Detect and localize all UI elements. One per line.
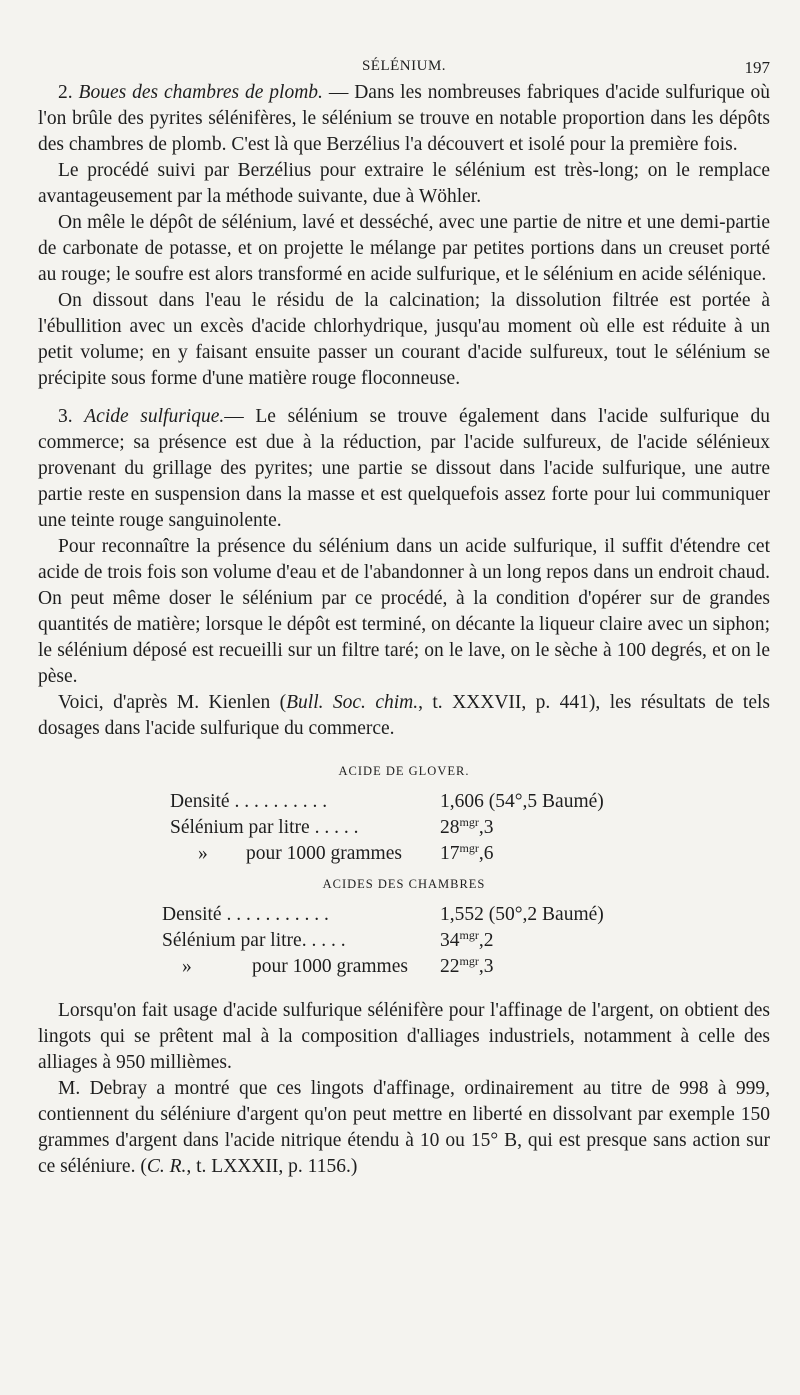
table-glover (38, 789, 770, 867)
closing-paragraph-2 (38, 1076, 770, 1180)
row-value: 1,552 (50°,2 Baumé) (440, 904, 604, 925)
citation-cr-tail: , t. LXXXII, p. 1156.) (186, 1156, 358, 1177)
table-chambres-heading: ACIDES DES CHAMBRES (322, 877, 486, 891)
section-2-paragraph-2: Le procédé suivi par Berzélius pour extraire le sélénium est très-long; on le remplace avantageusement par la méthode suivante, due à Wöhler. (38, 160, 770, 207)
ditto-mark: » (198, 843, 208, 864)
page-body (38, 80, 770, 1180)
section-3-title: Acide sulfurique. (84, 406, 225, 427)
citation-journal: Bull. Soc. chim. (286, 692, 419, 713)
closing-paragraph-1: Lorsqu'on fait usage d'acide sulfurique sélénifère pour l'affinage de l'argent, on obtient des lingots qui se prêtent mal à la composition d'alliages industriels, notamment à celle des alliages à 950 millièmes. (38, 1000, 770, 1073)
row-value: $22^{mgr},3$ (440, 954, 494, 977)
row-label: Sélénium par litre. . . . . (162, 930, 346, 951)
section-3-text-1: — Le sélénium se trouve également dans l'acide sulfurique du commerce; sa présence est due à la réduction, par l'acide sulfureux, de l'acide sélénieux provenant du grillage des pyrites; une partie se dissout dans l'acide sulfurique, une autre partie reste en suspension dans la masse et est quelquefois assez forte pour lui communiquer une teinte rouge sanguinolente. (38, 406, 771, 531)
running-title: SÉLÉNIUM. (361, 58, 447, 74)
row-label: pour 1000 grammes (246, 843, 402, 864)
table-row (38, 928, 770, 954)
section-3-paragraph-1 (38, 404, 770, 534)
row-value: $17^{mgr},6$ (440, 841, 494, 864)
section-3-paragraph-3 (38, 690, 770, 742)
row-value: $28^{mgr},3$ (440, 815, 494, 838)
citation-cr: C. R. (146, 1156, 187, 1177)
table-row (38, 815, 770, 841)
row-label: Densité . . . . . . . . . . (170, 791, 328, 812)
citation-lead: Voici, d'après M. Kienlen ( (58, 692, 287, 713)
section-2-number: 2. (58, 82, 73, 103)
section-2-text-1: — Dans les nombreuses fabriques d'acide sulfurique où l'on brûle des pyrites sélénifères, le sélénium se trouve en notable proportion dans les dépôts des chambres de plomb. C'est là que Berzélius l'a découvert et isolé pour la première fois. (38, 82, 771, 155)
running-header (38, 58, 770, 80)
ditto-mark: » (182, 956, 192, 977)
row-label: Densité . . . . . . . . . . . (162, 904, 329, 925)
page-number: 197 (744, 58, 770, 77)
section-3-number: 3. (58, 406, 73, 427)
table-row (38, 841, 770, 867)
row-label: pour 1000 grammes (252, 956, 408, 977)
row-value: 1,606 (54°,5 Baumé) (440, 791, 604, 812)
row-label: Sélénium par litre . . . . . (170, 817, 359, 838)
citation-tail: , t. XXXVII, p. 441), les résultats de tels dosages dans l'acide sulfurique du commerce. (38, 692, 771, 739)
section-2-paragraph-3: On mêle le dépôt de sélénium, lavé et desséché, avec une partie de nitre et une demi-partie de carbonate de potasse, et on projette le mélange par petites portions dans un creuset porté au rouge; le soufre est alors transformé en acide sulfurique, et le sélénium en acide sélénique. (38, 212, 770, 285)
table-row (38, 902, 770, 928)
table-row (38, 789, 770, 815)
section-2-paragraph-1 (38, 80, 770, 158)
closing-text: M. Debray a montré que ces lingots d'affinage, ordinairement au titre de 998 à 999, contiennent du séléniure d'argent qu'on peut mettre en liberté en dissolvant par exemple 150 grammes d'argent dans l'acide nitrique étendu à 10 ou 15° B, qui est presque sans action sur ce séléniure. ( (38, 1078, 770, 1177)
section-2-paragraph-4: On dissout dans l'eau le résidu de la calcination; la dissolution filtrée est portée à l'ébullition avec un excès d'acide chlorhydrique, jusqu'au moment où elle est réduite à un petit volume; en y faisant ensuite passer un courant d'acide sulfureux, tout le sélénium se précipite sous forme d'une matière rouge floconneuse. (38, 290, 770, 389)
table-glover-heading: ACIDE DE GLOVER. (338, 764, 470, 778)
section-2-title: Boues des chambres de plomb. (78, 82, 323, 103)
section-3-paragraph-2: Pour reconnaître la présence du sélénium dans un acide sulfurique, il suffit d'étendre cet acide de trois fois son volume d'eau et de l'abandonner à un long repos dans un endroit chaud. On peut même doser le sélénium par ce procédé, à la condition d'opérer sur de grandes quantités de matière; lorsque le dépôt est terminé, on décante la liqueur claire avec un siphon; le sélénium déposé est recueilli sur un filtre taré; on le lave, on le sèche à 100 degrés, et on le pèse. (38, 536, 770, 687)
row-value: $34^{mgr},2$ (440, 928, 494, 951)
table-chambres (38, 902, 770, 980)
table-row (38, 954, 770, 980)
